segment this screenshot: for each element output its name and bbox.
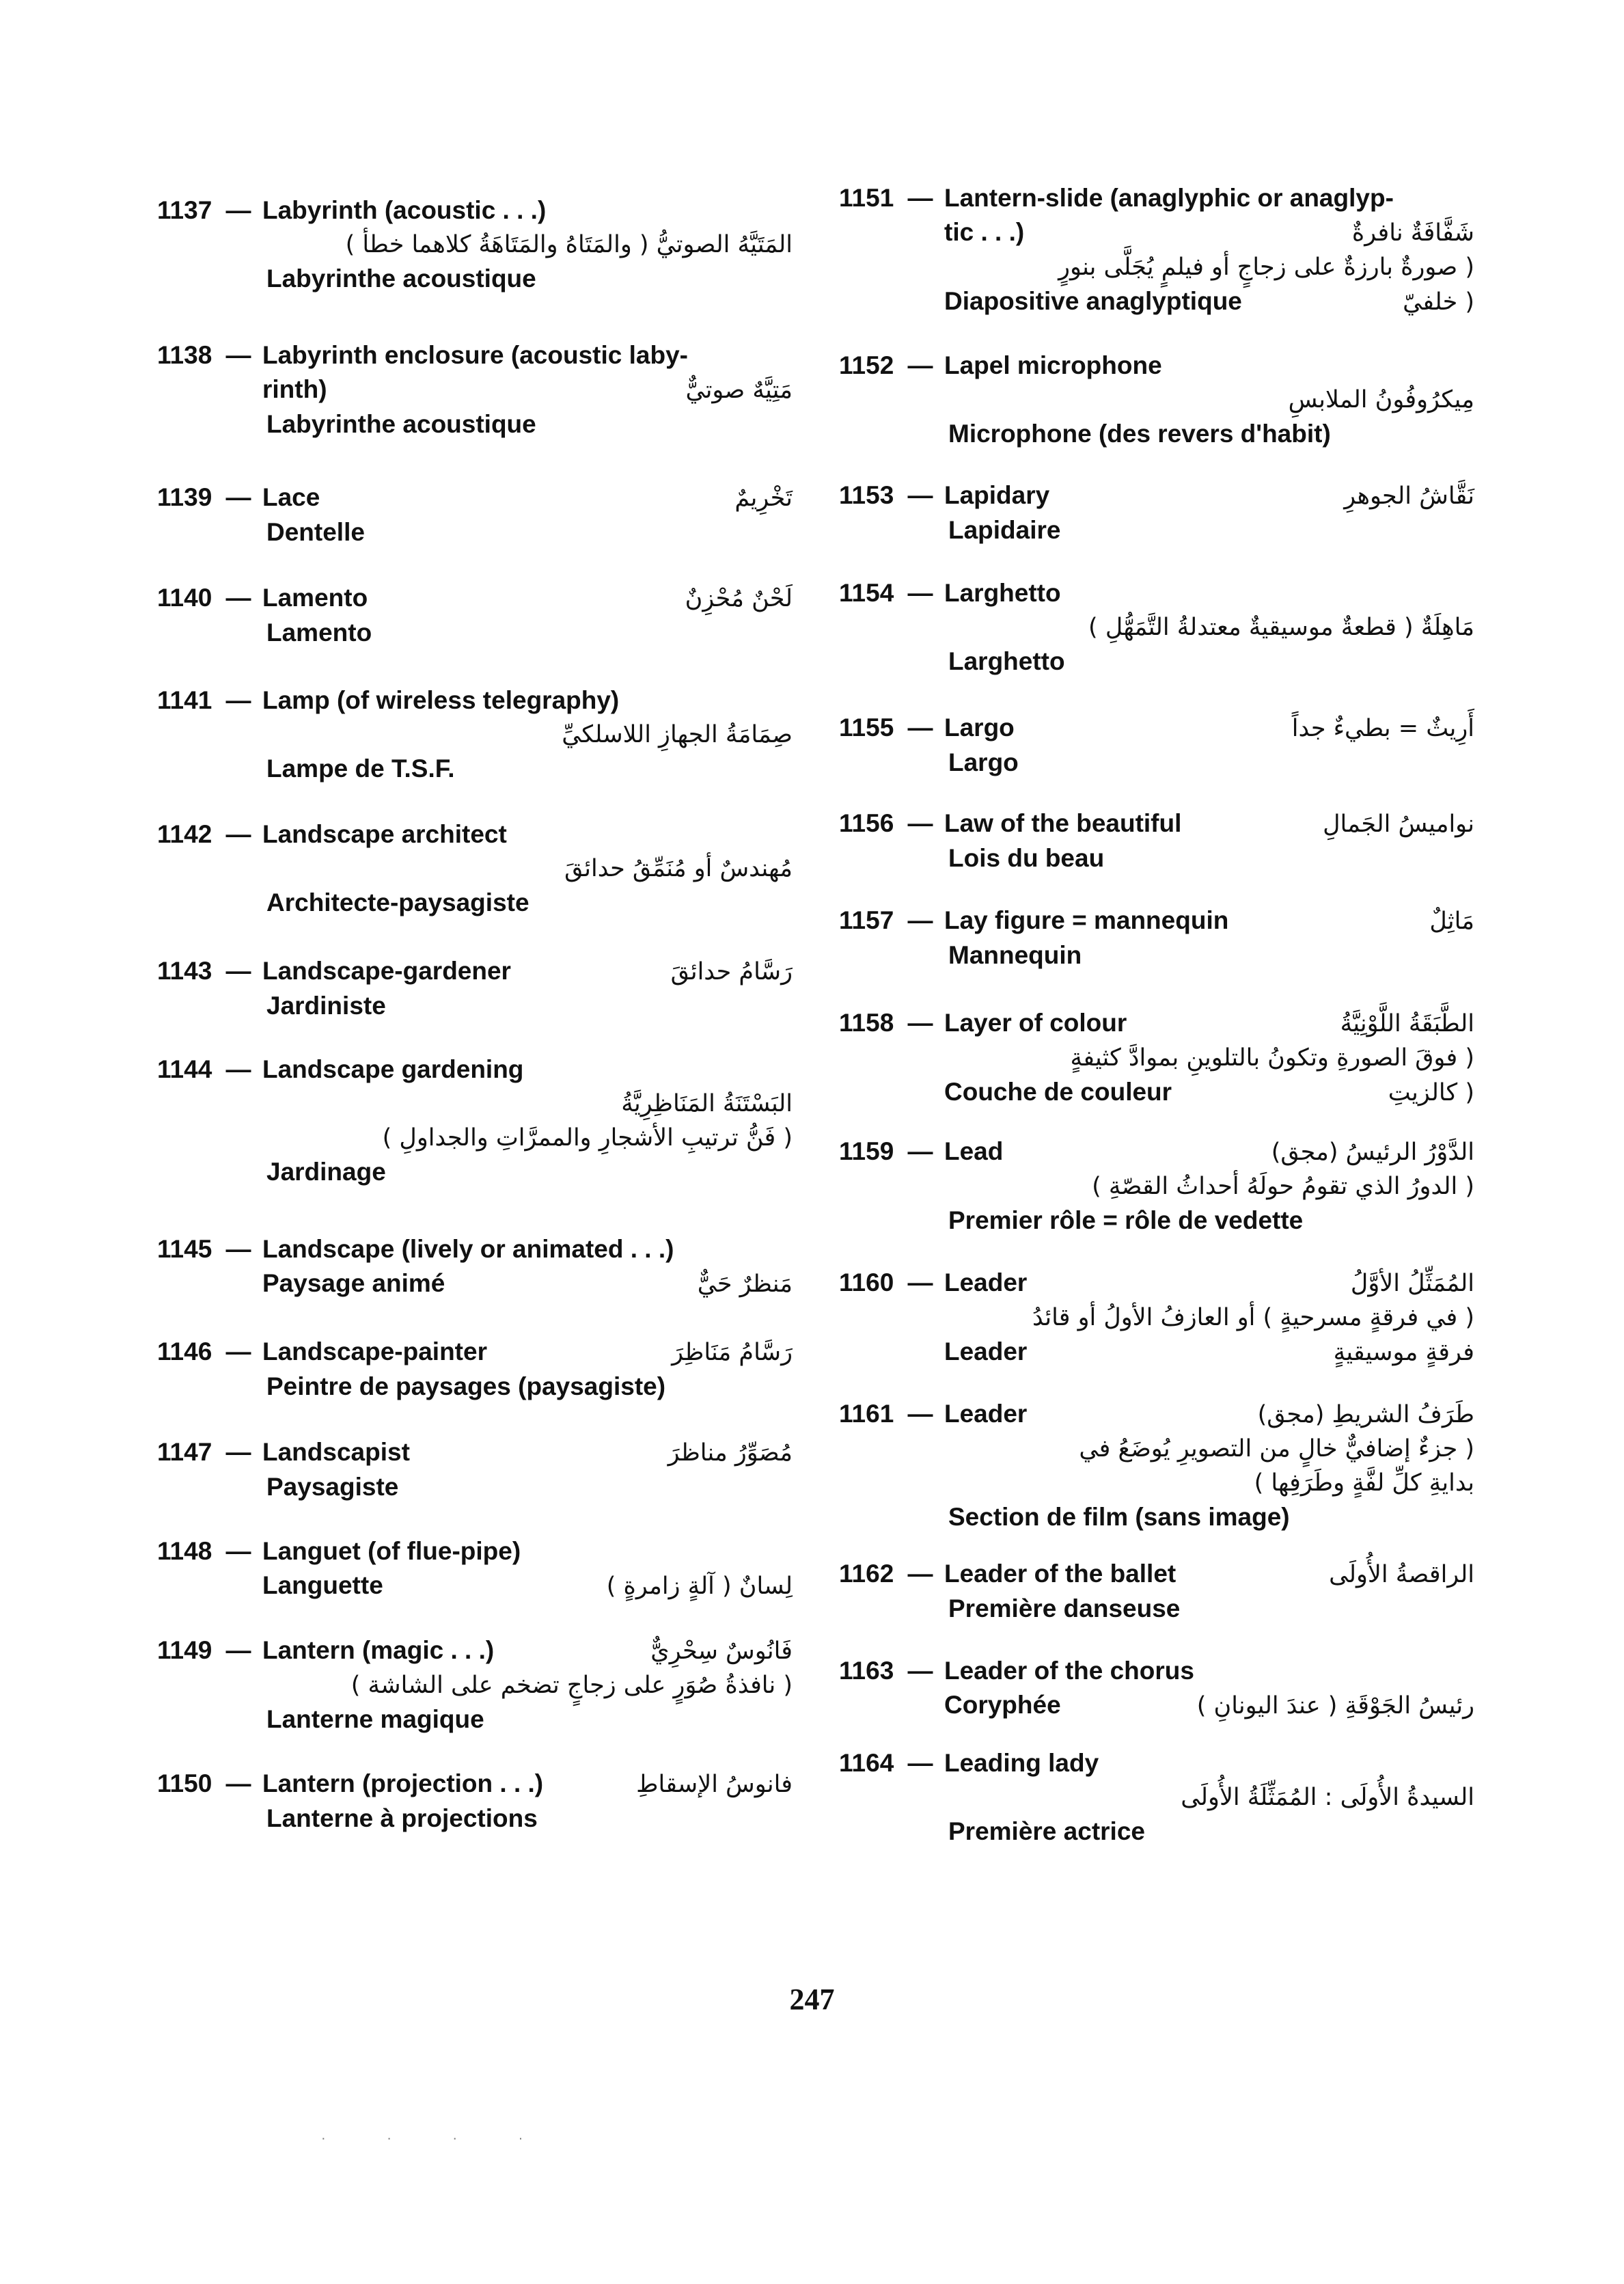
entry-arabic: طَرَفُ الشريطِ (مجق) [1257,1401,1474,1428]
entry-1143: 1143 — Landscape-gardener رَسَّامُ حدائقَ Jardiniste [157,954,793,1023]
entry-number: 1157 [839,906,894,934]
entry-arabic-gloss: ( فَنُّ ترتيبِ الأشجارِ والممرَّاتِ والجداولِ ) [382,1124,793,1152]
entry-french: Jardinage [266,1158,386,1186]
entry-arabic-gloss-end: فرقةٍ موسيقيةٍ [1333,1339,1474,1366]
entry-arabic: الطَّبَقَةُ اللَّوْنِيَّةُ [1340,1010,1474,1037]
entry-arabic: مُهندسٌ أو مُنَمِّقُ حدائقَ [564,855,793,882]
entry-french: Section de film (sans image) [948,1503,1290,1531]
entry-number: 1151 [839,184,894,212]
entry-english: Labyrinth (acoustic . . .) [262,196,547,224]
entry-number: 1142 [157,820,212,848]
entry-1158: 1158 — Layer of colour الطَّبَقَةُ اللَّوْنِيَّةُ ( فوقَ الصورةِ وتكونُ بالتلوينِ بموادَّ كثيفةٍ Couche de couleur ( كالزيتِ [839,1006,1474,1110]
page-number: 247 [789,1983,835,2016]
entry-number: 1143 [157,957,212,985]
entry-1153: 1153 — Lapidary نَقَّاشُ الجوهرِ Lapidaire [839,478,1474,547]
entry-arabic: نواميسُ الجَمالِ [1323,811,1474,838]
entry-number: 1156 [839,809,894,837]
entry-english: Larghetto [944,579,1061,607]
entry-arabic: مَتِيَّهٌ صوتيٌّ [685,377,793,404]
entry-english: Law of the beautiful [944,809,1182,837]
entry-english: Languet (of flue-pipe) [262,1537,521,1565]
entry-french: Labyrinthe acoustique [266,264,536,293]
entry-french: Première actrice [948,1817,1145,1845]
entry-french: Diapositive anaglyptique [944,287,1242,315]
entry-arabic: شَفَّافَةٌ نافرةٌ [1351,219,1474,247]
entry-french: Première danseuse [948,1594,1181,1622]
entry-arabic: مَاثِلٌ [1429,908,1474,935]
entry-english-continued: rinth) [262,375,327,403]
entry-1161: 1161 — Leader طَرَفُ الشريطِ (مجق) ( جزءٌ إضافيٌّ خالٍ من التصويرِ يُوضَعُ في بدايةِ كلِّ لفَّةٍ وطَرَفِها ) Section de film (sans image) [839,1397,1474,1534]
entry-number: 1146 [157,1337,212,1365]
entry-arabic-gloss: ( فوقَ الصورةِ وتكونُ بالتلوينِ بموادَّ كثيفةٍ [1070,1044,1474,1072]
entry-arabic: لَحْنٌ مُحْزِنٌ [685,585,793,612]
entry-1146: 1146 — Landscape-painter رَسَّامُ مَنَاظِرَ Peintre de paysages (paysagiste) [157,1335,793,1404]
entry-number: 1149 [157,1636,212,1664]
entry-english: Lapel microphone [944,351,1162,379]
entry-french: Paysage animé [262,1269,445,1297]
entry-english: Lead [944,1137,1004,1165]
scan-specks: · · · · [321,2131,552,2146]
entry-arabic-gloss-end: ( خلفيّ [1403,288,1474,316]
entry-number: 1160 [839,1268,894,1296]
entry-arabic-gloss: ( صورةٌ بارزةٌ على زجاجٍ أو فيلمٍ يُجَلَّى بنورٍ [1058,254,1474,281]
entry-arabic: أَرِيثٌ = بطيءٌ جداً [1291,715,1474,742]
entry-1150: 1150 — Lantern (projection . . .) فانوسُ الإسقاطِ Lanterne à projections [157,1767,793,1836]
entry-1155: 1155 — Largo أَرِيثٌ = بطيءٌ جداً Largo [839,711,1474,780]
entry-french: Mannequin [948,941,1082,969]
entry-1144: 1144 — Landscape gardening البَسْتَنَةُ المَنَاظِرِيَّةُ ( فَنُّ ترتيبِ الأشجارِ والممرَّاتِ والجداولِ ) Jardinage [157,1052,793,1189]
entry-1137: 1137 — Labyrinth (acoustic . . .) المَتَيَّهُ الصوتيُّ ( والمَتَاهُ والمَتَاهَةُ كلاهما خطأ ) Labyrinthe acoustique [157,193,793,296]
entry-1154: 1154 — Larghetto مَاهِلَةٌ ( قطعةٌ موسيقيةٌ معتدلةُ التَّمَهُّلِ ) Larghetto [839,576,1474,679]
entry-english: Lantern (projection . . .) [262,1769,544,1797]
entry-french: Largo [948,748,1019,776]
entry-french: Lanterne magique [266,1705,484,1733]
entry-number: 1152 [839,351,894,379]
entry-1156: 1156 — Law of the beautiful نواميسُ الجَمالِ Lois du beau [839,806,1474,875]
entry-number: 1141 [157,686,212,714]
entry-number: 1140 [157,584,212,612]
entry-arabic: رَسَّامُ مَنَاظِرَ [672,1339,793,1366]
entry-french: Microphone (des revers d'habit) [948,420,1331,448]
entry-1142: 1142 — Landscape architect مُهندسٌ أو مُنَمِّقُ حدائقَ Architecte-paysagiste [157,817,793,920]
entry-english: Landscape (lively or animated . . .) [262,1235,674,1263]
entry-english: Lamento [262,584,368,612]
entry-french: Lapidaire [948,516,1061,544]
entry-arabic: نَقَّاشُ الجوهرِ [1344,482,1474,510]
entry-english: Largo [944,713,1015,742]
entry-french: Lois du beau [948,844,1105,872]
entry-1147: 1147 — Landscapist مُصَوِّرُ مناظرَ Paysagiste [157,1435,793,1504]
entry-french: Larghetto [948,647,1065,675]
entry-french: Jardiniste [266,992,386,1020]
entry-number: 1153 [839,481,894,509]
entry-arabic: صِمَامَةُ الجهازِ اللاسلكيِّ [562,721,793,748]
entry-french: Architecte-paysagiste [266,888,529,916]
entry-english: Leader [944,1400,1028,1428]
entry-french: Lamento [266,618,372,647]
entry-english: Leader of the chorus [944,1657,1194,1685]
entry-arabic: البَسْتَنَةُ المَنَاظِرِيَّةُ [621,1090,793,1117]
entry-1160: 1160 — Leader المُمَثِّلُ الأوَّلُ ( في فرقةٍ مسرحيةٍ ) أو العازفُ الأولُ أو قائدُ Leader فرقةٍ موسيقيةٍ [839,1266,1474,1370]
entry-english: Landscape architect [262,820,507,848]
entry-english: Labyrinth enclosure (acoustic laby- [262,341,688,369]
entry-number: 1161 [839,1400,894,1428]
entry-english: Landscape-painter [262,1337,487,1365]
entry-arabic: مَاهِلَةٌ ( قطعةٌ موسيقيةٌ معتدلةُ التَّمَهُّلِ ) [1088,614,1474,641]
entry-1145: 1145 — Landscape (lively or animated . . .) Paysage animé مَنظرٌ حَيٌّ [157,1232,793,1301]
entry-english: Lay figure = mannequin [944,906,1229,934]
entry-arabic-gloss: ( في فرقةٍ مسرحيةٍ ) أو العازفُ الأولُ أو قائدُ [1032,1304,1474,1331]
entry-arabic: تَخْرِيمٌ [734,485,793,512]
entry-french: Coryphée [944,1691,1061,1719]
entry-number: 1145 [157,1235,212,1263]
entry-1149: 1149 — Lantern (magic . . .) فَانُوسٌ سِحْرِيٌّ ( نافذةُ صُوَرٍ على زجاجٍ تضخم على الشاشة ) Lanterne magique [157,1633,793,1737]
entry-number: 1159 [839,1137,894,1165]
entry-1162: 1162 — Leader of the ballet الراقصةُ الأُولَى Première danseuse [839,1557,1474,1626]
entry-english: Lantern (magic . . .) [262,1636,495,1664]
entry-number: 1154 [839,579,894,607]
entry-arabic: المَتَيَّهُ الصوتيُّ ( والمَتَاهُ والمَتَاهَةُ كلاهما خطأ ) [345,231,793,258]
entry-arabic: فانوسُ الإسقاطِ [636,1771,793,1798]
entry-french: Premier rôle = rôle de vedette [948,1206,1304,1234]
entry-french: Paysagiste [266,1473,399,1501]
entry-number: 1144 [157,1055,212,1083]
entry-french: Couche de couleur [944,1078,1172,1106]
entry-1148: 1148 — Languet (of flue-pipe) Languette لِسانٌ ( آلةٍ زامرةٍ ) [157,1534,793,1603]
entry-french: Lampe de T.S.F. [266,754,455,783]
entry-1163: 1163 — Leader of the chorus Coryphée رئيسُ الجَوْقَةِ ( عندَ اليونانِ ) [839,1654,1474,1723]
entry-1152: 1152 — Lapel microphone مِيكرُوفُونُ الملابسِ Microphone (des revers d'habit) [839,349,1474,451]
entry-french: Peintre de paysages (paysagiste) [266,1372,666,1400]
entry-arabic-gloss-end: ( كالزيتِ [1388,1079,1474,1106]
entry-arabic-gloss: ( جزءٌ إضافيٌّ خالٍ من التصويرِ يُوضَعُ في [1079,1435,1474,1463]
entry-arabic: رئيسُ الجَوْقَةِ ( عندَ اليونانِ ) [1196,1692,1474,1719]
entry-french: Leader [944,1337,1028,1365]
entry-arabic: فَانُوسٌ سِحْرِيٌّ [650,1637,793,1665]
entry-1159: 1159 — Lead الدَّوْرُ الرئيسُ (مجق) ( الدورُ الذي تقومُ حولَهُ أحداثُ القصّةِ ) Premier rôle = rôle de vedette [839,1134,1474,1238]
entry-french: Labyrinthe acoustique [266,410,536,438]
entry-arabic: مُصَوِّرُ مناظرَ [668,1439,793,1467]
entry-english: Landscapist [262,1438,410,1466]
entry-arabic: المُمَثِّلُ الأوَّلُ [1350,1270,1474,1297]
entry-french: Lanterne à projections [266,1804,538,1832]
entry-number: 1164 [839,1749,894,1777]
entry-english: Lapidary [944,481,1050,509]
entry-english: Landscape gardening [262,1055,524,1083]
entry-1140: 1140 — Lamento لَحْنٌ مُحْزِنٌ Lamento [157,581,793,650]
entry-english: Lace [262,483,320,511]
entry-english: Lamp (of wireless telegraphy) [262,686,620,714]
entry-english: Leader [944,1268,1028,1296]
entry-number: 1139 [157,483,212,511]
entry-number: 1137 [157,196,212,224]
entry-number: 1147 [157,1438,212,1466]
entry-number: 1162 [839,1560,894,1588]
entry-french: Dentelle [266,518,365,546]
entry-number: 1155 [839,713,894,742]
entry-1138: 1138 — Labyrinth enclosure (acoustic laby- rinth) مَتِيَّهٌ صوتيٌّ Labyrinthe acoustique [157,338,793,441]
entry-1139: 1139 — Lace تَخْرِيمٌ Dentelle [157,480,793,549]
entry-arabic: الدَّوْرُ الرئيسُ (مجق) [1271,1139,1474,1166]
entry-1164: 1164 — Leading lady السيدةُ الأُولَى : المُمَثِّلَةُ الأُولَى Première actrice [839,1746,1474,1849]
entry-english: Leading lady [944,1749,1099,1777]
entry-english: Lantern-slide (anaglyphic or anaglyp- [944,184,1394,212]
entry-number: 1163 [839,1657,894,1685]
entry-arabic: الراقصةُ الأُولَى [1329,1561,1474,1588]
entry-number: 1138 [157,341,212,369]
entry-arabic-gloss-2: بدايةِ كلِّ لفَّةٍ وطَرَفِها ) [1254,1469,1474,1497]
entry-french: Languette [262,1571,383,1599]
entry-arabic: لِسانٌ ( آلةٍ زامرةٍ ) [606,1573,793,1600]
entry-number: 1150 [157,1769,212,1797]
entry-number: 1148 [157,1537,212,1565]
entry-number: 1158 [839,1009,894,1037]
entry-arabic: رَسَّامُ حدائقَ [670,958,793,985]
entry-arabic: مَنظرٌ حَيٌّ [697,1270,793,1298]
entry-english-continued: tic . . .) [944,218,1025,246]
entry-arabic-gloss: ( الدورُ الذي تقومُ حولَهُ أحداثُ القصّةِ ) [1092,1173,1474,1200]
entry-english: Landscape-gardener [262,957,511,985]
entry-arabic: السيدةُ الأُولَى : المُمَثِّلَةُ الأُولَى [1181,1784,1474,1811]
entry-english: Leader of the ballet [944,1560,1176,1588]
entry-english: Layer of colour [944,1009,1127,1037]
entry-1157: 1157 — Lay figure = mannequin مَاثِلٌ Mannequin [839,903,1474,973]
entry-arabic: مِيكرُوفُونُ الملابسِ [1288,386,1474,413]
entry-1141: 1141 — Lamp (of wireless telegraphy) صِمَامَةُ الجهازِ اللاسلكيِّ Lampe de T.S.F. [157,683,793,786]
entry-arabic-gloss: ( نافذةُ صُوَرٍ على زجاجٍ تضخم على الشاشة ) [350,1672,793,1699]
entry-1151: 1151 — Lantern-slide (anaglyphic or anaglyp- tic . . .) شَفَّافَةٌ نافرةٌ ( صورةٌ بارزةٌ على زجاجٍ أو فيلمٍ يُجَلَّى بنورٍ Diapositive anaglyptique ( خلفيّ [839,181,1474,319]
